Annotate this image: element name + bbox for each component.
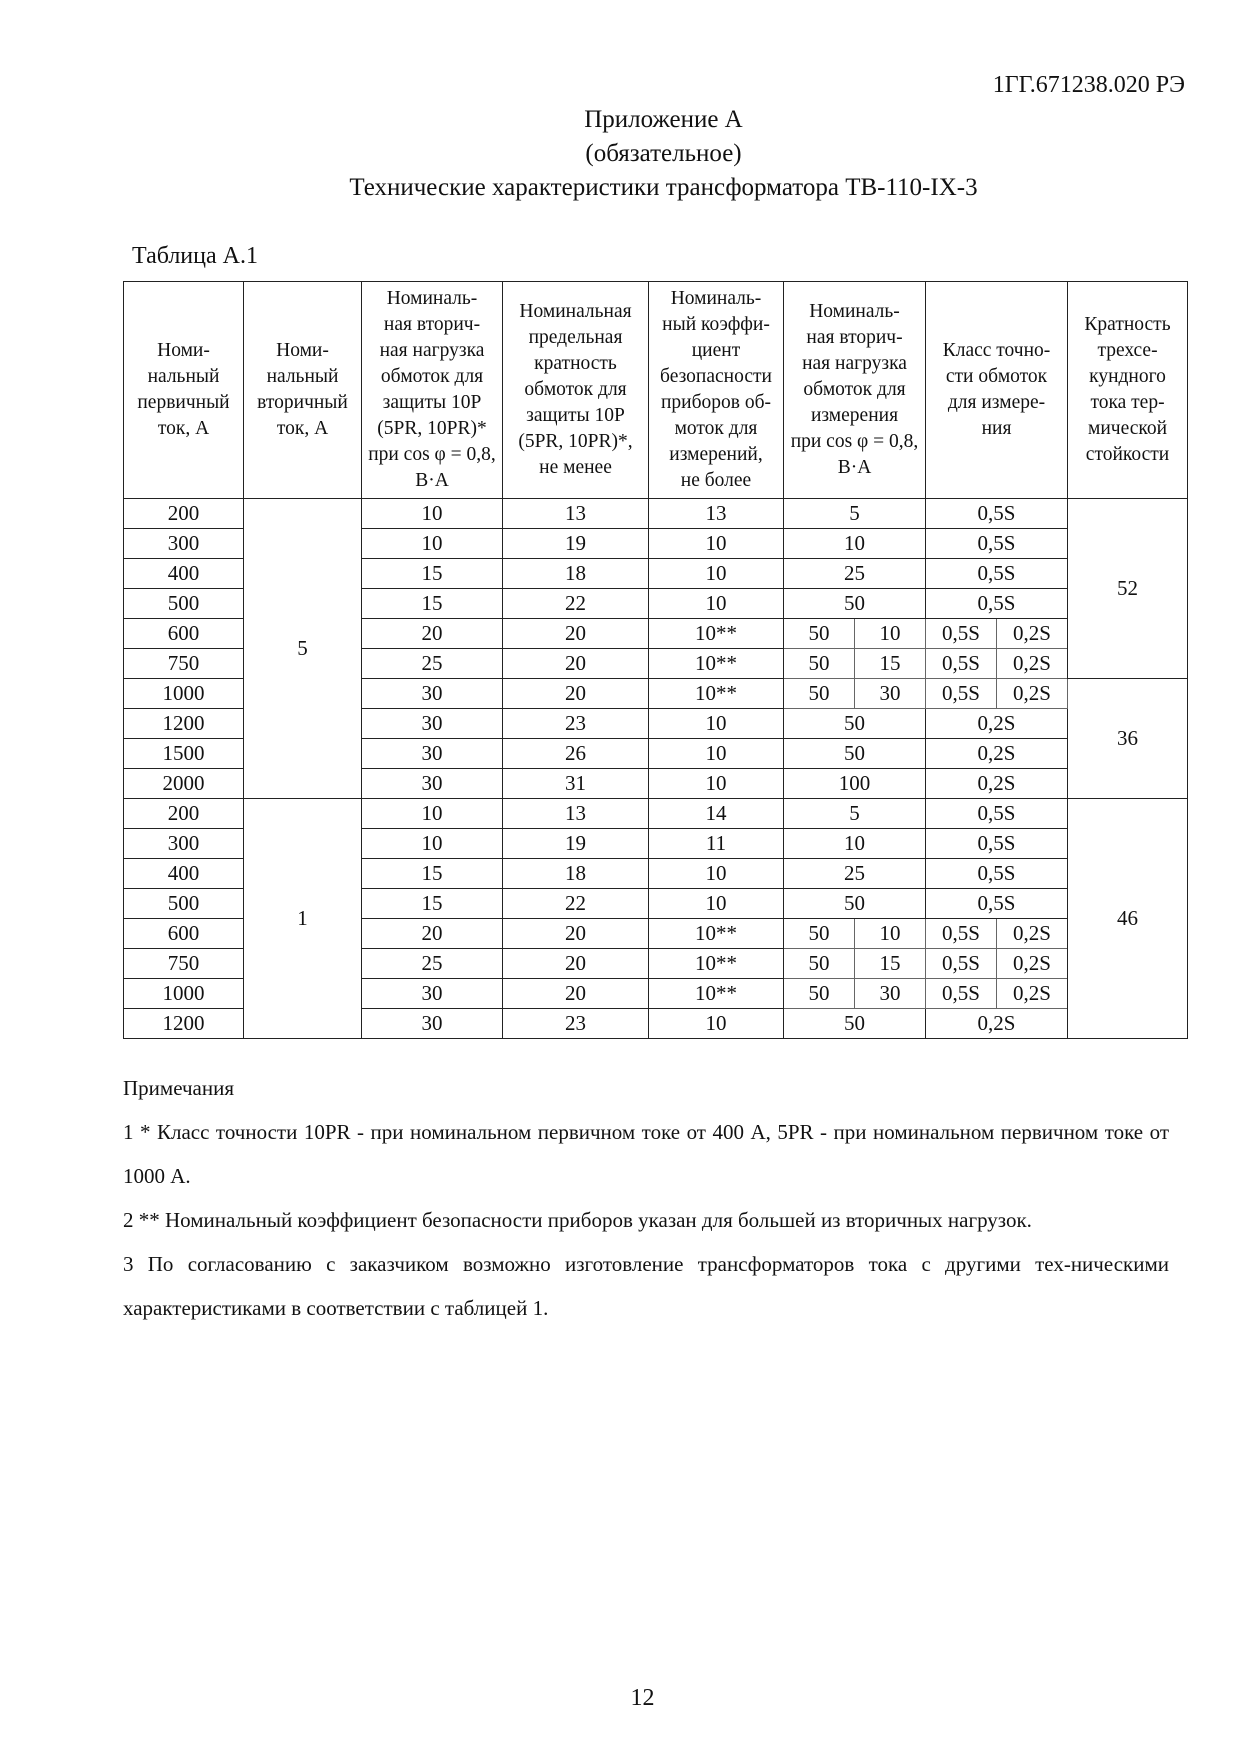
table-caption: Таблица А.1 (132, 243, 258, 269)
cell-protection-load: 30 (362, 769, 503, 799)
cell-secondary-current: 1 (244, 799, 362, 1039)
header-accuracy-class: Класс точно- сти обмоток для измере- ния (926, 282, 1068, 499)
notes-section (123, 1066, 1169, 1330)
cell-accuracy-class: 0,5S (926, 799, 1068, 829)
cell-accuracy-class: 0,2S (997, 949, 1068, 979)
cell-protection-multiplicity: 20 (503, 979, 649, 1009)
cell-accuracy-class: 0,5S (926, 859, 1068, 889)
cell-safety-factor: 10** (649, 949, 784, 979)
page-number: 12 (630, 1685, 655, 1711)
document-code: 1ГГ.671238.020 РЭ (992, 72, 1185, 98)
cell-primary-current: 600 (124, 619, 244, 649)
cell-measurement-load: 50 (784, 739, 926, 769)
cell-accuracy-class: 0,5S (926, 589, 1068, 619)
cell-protection-load: 10 (362, 529, 503, 559)
cell-accuracy-class: 0,2S (997, 679, 1068, 709)
cell-measurement-load: 10 (784, 529, 926, 559)
notes-title: Примечания (123, 1076, 235, 1100)
cell-accuracy-class: 0,5S (926, 889, 1068, 919)
cell-measurement-load: 5 (784, 499, 926, 529)
cell-accuracy-class: 0,5S (926, 649, 997, 679)
cell-protection-load: 15 (362, 889, 503, 919)
cell-accuracy-class: 0,2S (926, 769, 1068, 799)
cell-protection-load: 30 (362, 739, 503, 769)
cell-protection-multiplicity: 20 (503, 619, 649, 649)
cell-primary-current: 500 (124, 589, 244, 619)
cell-accuracy-class: 0,2S (997, 619, 1068, 649)
cell-safety-factor: 13 (649, 499, 784, 529)
cell-measurement-load: 30 (855, 979, 926, 1009)
cell-safety-factor: 10 (649, 589, 784, 619)
table-body (124, 499, 1188, 1039)
cell-measurement-load: 15 (855, 949, 926, 979)
cell-primary-current: 1200 (124, 709, 244, 739)
cell-protection-multiplicity: 20 (503, 949, 649, 979)
cell-measurement-load: 10 (855, 919, 926, 949)
table-row (124, 499, 1188, 529)
cell-accuracy-class: 0,5S (926, 829, 1068, 859)
cell-protection-load: 15 (362, 559, 503, 589)
cell-primary-current: 400 (124, 559, 244, 589)
cell-safety-factor: 10 (649, 739, 784, 769)
cell-protection-multiplicity: 19 (503, 529, 649, 559)
cell-protection-multiplicity: 20 (503, 919, 649, 949)
cell-accuracy-class: 0,2S (997, 919, 1068, 949)
cell-protection-load: 20 (362, 619, 503, 649)
cell-accuracy-class: 0,5S (926, 679, 997, 709)
cell-measurement-load: 25 (784, 559, 926, 589)
cell-thermal-stability: 36 (1068, 679, 1188, 799)
cell-primary-current: 500 (124, 889, 244, 919)
cell-primary-current: 300 (124, 529, 244, 559)
cell-safety-factor: 10 (649, 709, 784, 739)
cell-protection-multiplicity: 23 (503, 1009, 649, 1039)
cell-protection-load: 10 (362, 829, 503, 859)
cell-accuracy-class: 0,5S (926, 499, 1068, 529)
cell-primary-current: 1000 (124, 979, 244, 1009)
cell-safety-factor: 10 (649, 1009, 784, 1039)
cell-primary-current: 2000 (124, 769, 244, 799)
table-row (124, 799, 1188, 829)
cell-protection-load: 25 (362, 949, 503, 979)
cell-primary-current: 1500 (124, 739, 244, 769)
cell-protection-multiplicity: 13 (503, 499, 649, 529)
cell-primary-current: 1200 (124, 1009, 244, 1039)
cell-protection-multiplicity: 20 (503, 679, 649, 709)
cell-measurement-load: 50 (784, 979, 855, 1009)
note-item-3: 3 По согласованию с заказчиком возможно изготовление трансформаторов тока с другими тех-ническими характеристиками в соответствии с таблицей 1. (123, 1252, 1169, 1320)
cell-primary-current: 400 (124, 859, 244, 889)
cell-safety-factor: 14 (649, 799, 784, 829)
cell-protection-load: 30 (362, 1009, 503, 1039)
cell-accuracy-class: 0,5S (926, 559, 1068, 589)
cell-protection-multiplicity: 23 (503, 709, 649, 739)
cell-protection-load: 30 (362, 709, 503, 739)
cell-safety-factor: 10** (649, 649, 784, 679)
cell-safety-factor: 10** (649, 919, 784, 949)
cell-accuracy-class: 0,5S (926, 979, 997, 1009)
cell-accuracy-class: 0,2S (997, 649, 1068, 679)
cell-safety-factor: 10** (649, 979, 784, 1009)
cell-accuracy-class: 0,5S (926, 529, 1068, 559)
cell-accuracy-class: 0,5S (926, 949, 997, 979)
table-header-row (124, 282, 1188, 499)
cell-measurement-load: 50 (784, 709, 926, 739)
cell-protection-load: 25 (362, 649, 503, 679)
cell-safety-factor: 10** (649, 619, 784, 649)
cell-measurement-load: 50 (784, 619, 855, 649)
cell-measurement-load: 10 (784, 829, 926, 859)
header-measurement-load: Номиналь- ная вторич- ная нагрузка обмоток для измерения при cos φ = 0,8, В·А (784, 282, 926, 499)
cell-protection-multiplicity: 19 (503, 829, 649, 859)
cell-protection-load: 30 (362, 679, 503, 709)
cell-thermal-stability: 46 (1068, 799, 1188, 1039)
cell-measurement-load: 10 (855, 619, 926, 649)
specifications-table (123, 281, 1188, 1039)
header-secondary-current: Номи- нальный вторичный ток, А (244, 282, 362, 499)
cell-protection-multiplicity: 20 (503, 649, 649, 679)
cell-protection-multiplicity: 13 (503, 799, 649, 829)
cell-protection-load: 20 (362, 919, 503, 949)
section-title: Технические характеристики трансформатора ТВ-110-IX-3 (349, 174, 978, 201)
header-thermal-stability: Кратность трехсе- кундного тока тер- мической стойкости (1068, 282, 1188, 499)
cell-primary-current: 1000 (124, 679, 244, 709)
cell-safety-factor: 10 (649, 889, 784, 919)
cell-protection-multiplicity: 22 (503, 589, 649, 619)
cell-protection-multiplicity: 31 (503, 769, 649, 799)
cell-safety-factor: 10** (649, 679, 784, 709)
cell-measurement-load: 25 (784, 859, 926, 889)
cell-protection-multiplicity: 26 (503, 739, 649, 769)
cell-primary-current: 600 (124, 919, 244, 949)
cell-measurement-load: 50 (784, 649, 855, 679)
note-item-2: 2 ** Номинальный коэффициент безопасности приборов указан для большей из вторичных нагрузок. (123, 1208, 1032, 1232)
header-protection-load: Номиналь- ная вторич- ная нагрузка обмоток для защиты 10P (5PR, 10PR)* при cos φ = 0,8, В·А (362, 282, 503, 499)
cell-secondary-current: 5 (244, 499, 362, 799)
cell-measurement-load: 100 (784, 769, 926, 799)
cell-protection-multiplicity: 18 (503, 859, 649, 889)
cell-accuracy-class: 0,2S (926, 739, 1068, 769)
cell-protection-multiplicity: 22 (503, 889, 649, 919)
appendix-status: (обязательное) (585, 140, 742, 167)
cell-measurement-load: 15 (855, 649, 926, 679)
cell-measurement-load: 50 (784, 679, 855, 709)
cell-accuracy-class: 0,2S (926, 709, 1068, 739)
cell-safety-factor: 10 (649, 769, 784, 799)
cell-accuracy-class: 0,2S (926, 1009, 1068, 1039)
cell-safety-factor: 10 (649, 559, 784, 589)
cell-primary-current: 300 (124, 829, 244, 859)
cell-measurement-load: 5 (784, 799, 926, 829)
cell-measurement-load: 50 (784, 1009, 926, 1039)
cell-measurement-load: 50 (784, 889, 926, 919)
cell-protection-load: 10 (362, 499, 503, 529)
cell-protection-load: 15 (362, 859, 503, 889)
cell-measurement-load: 50 (784, 949, 855, 979)
cell-primary-current: 750 (124, 649, 244, 679)
cell-accuracy-class: 0,5S (926, 919, 997, 949)
cell-protection-load: 30 (362, 979, 503, 1009)
cell-primary-current: 200 (124, 799, 244, 829)
cell-accuracy-class: 0,5S (926, 619, 997, 649)
header-primary-current: Номи- нальный первичный ток, А (124, 282, 244, 499)
header-safety-factor: Номиналь- ный коэффи- циент безопасности приборов об- моток для измерений, не более (649, 282, 784, 499)
header-protection-multiplicity: Номинальная предельная кратность обмоток для защиты 10P (5PR, 10PR)*, не менее (503, 282, 649, 499)
cell-measurement-load: 30 (855, 679, 926, 709)
cell-thermal-stability: 52 (1068, 499, 1188, 679)
cell-protection-multiplicity: 18 (503, 559, 649, 589)
cell-protection-load: 15 (362, 589, 503, 619)
note-item-1: 1 * Класс точности 10PR - при номинальном первичном токе от 400 А, 5PR - при номинальном первичном токе от 1000 А. (123, 1120, 1169, 1188)
cell-accuracy-class: 0,2S (997, 979, 1068, 1009)
cell-measurement-load: 50 (784, 919, 855, 949)
cell-primary-current: 750 (124, 949, 244, 979)
appendix-title: Приложение А (584, 106, 743, 133)
cell-protection-load: 10 (362, 799, 503, 829)
cell-primary-current: 200 (124, 499, 244, 529)
cell-measurement-load: 50 (784, 589, 926, 619)
cell-safety-factor: 10 (649, 529, 784, 559)
cell-safety-factor: 11 (649, 829, 784, 859)
cell-safety-factor: 10 (649, 859, 784, 889)
